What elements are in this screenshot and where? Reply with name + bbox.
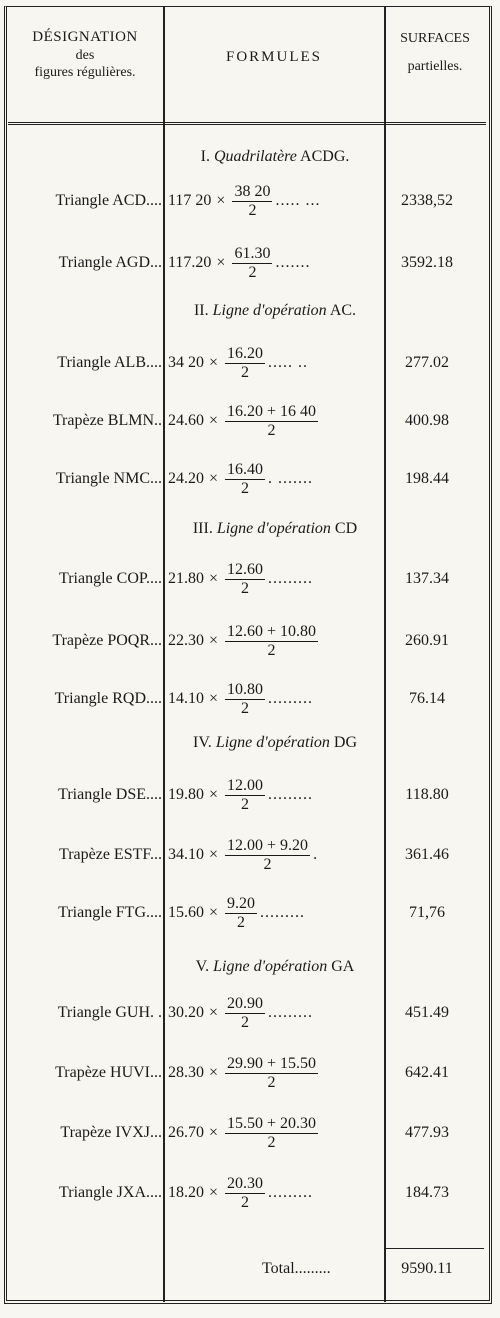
section-number: IV. [192,734,212,751]
formula [168,772,382,818]
fraction-numerator: 9.20 [227,894,256,912]
formula [168,340,382,386]
formula [168,456,382,502]
total-value: 9590.11 [401,1260,453,1277]
figure-label: Trapèze HUVI... [55,1064,162,1081]
fraction-denominator: 2 [241,1193,250,1211]
formula [168,832,382,878]
formula-factor: 21.80 [168,570,204,587]
formula [168,398,382,444]
fraction-denominator: 2 [248,201,257,219]
fraction [232,183,272,219]
formula-factor: 18.20 [168,1184,204,1201]
figure-label: Triangle ACD.... [55,192,162,209]
table-row [0,340,500,400]
formula [168,890,382,936]
fraction-numerator: 20.90 [227,994,264,1012]
surface-value: 2338,52 [401,192,453,209]
formula-factor: 19.80 [168,786,204,803]
table-row [0,1170,500,1230]
section-number: V. [195,958,210,975]
formula-operator: × [209,412,219,429]
leader-dots: ..... .. [268,354,309,371]
formula-factor: 24.60 [168,412,204,429]
fraction-denominator: 2 [241,699,250,717]
leader-dots: . [313,846,319,863]
fraction [225,895,257,931]
figure-label: Triangle JXA.... [59,1184,162,1201]
formula-operator: × [209,786,219,803]
leader-dots: ....... [275,254,311,271]
header-designation-line1: DÉSIGNATION [32,29,138,45]
fraction [225,1055,318,1091]
formula-operator: × [209,632,219,649]
leader-dots: ......... [268,1004,314,1021]
figure-label: Triangle GUH. . [57,1004,162,1021]
fraction [225,681,265,717]
table-row [0,618,500,678]
fraction-denominator: 2 [241,363,250,381]
figure-label: Triangle RQD.... [54,690,162,707]
table-row [0,832,500,892]
fraction [232,245,272,281]
formula-operator: × [209,354,219,371]
surface-value: 277.02 [405,354,449,371]
formula-factor: 28.30 [168,1064,204,1081]
fraction [225,561,265,597]
figure-label: Triangle FTG.... [58,904,162,921]
fraction [225,995,265,1031]
surface-value: 184.73 [405,1184,449,1201]
figure-label: Triangle AGD... [58,254,162,271]
fraction-denominator: 2 [267,1073,276,1091]
formula-operator: × [209,690,219,707]
section-ref: CD [334,520,358,537]
fraction-numerator: 29.90 + 15.50 [227,1054,317,1072]
section-number: III. [192,520,213,537]
fraction-numerator: 16.20 + 16 40 [227,402,317,420]
fraction-numerator: 12.00 [227,776,264,794]
formula [168,178,382,224]
header-designation [8,28,162,82]
fraction-denominator: 2 [267,641,276,659]
fraction-denominator: 2 [267,1133,276,1151]
surface-value: 361.46 [405,846,449,863]
formula [168,1050,382,1096]
header-formules [166,48,382,67]
header-formules-label: FORMULES [225,49,323,65]
section-ref: AC. [329,302,357,319]
formula-operator: × [209,904,219,921]
fraction-numerator: 16.20 [227,344,264,362]
surface-value: 260.91 [405,632,449,649]
fraction-numerator: 10.80 [227,680,264,698]
total-rule [386,1248,484,1249]
section-number: II. [193,302,209,319]
table-row [0,1050,500,1110]
fraction [225,1175,265,1211]
section-ref: DG [333,734,358,751]
table-row [0,456,500,516]
header-surfaces-line2: partielles. [407,58,463,74]
header-designation-line3: figures régulières. [34,65,136,81]
formula-operator: × [216,254,226,271]
table-row [0,890,500,950]
section-title: Ligne d'opération [213,958,328,975]
formula-factor: 26.70 [168,1124,204,1141]
fraction [225,623,318,659]
figure-label: Triangle COP.... [59,570,162,587]
section-title: Ligne d'opération [212,302,327,319]
section-number: I. [200,148,210,165]
figure-label: Trapèze BLMN.. [52,412,162,429]
figure-label: Trapèze IVXJ... [60,1124,162,1141]
fraction-numerator: 61.30 [234,244,271,262]
formula [168,1170,382,1216]
formula-factor: 34 20 [168,354,204,371]
fraction [225,345,265,381]
header-designation-line2: des [75,47,95,63]
fraction-numerator: 12.60 + 10.80 [227,622,317,640]
leader-dots: ......... [268,570,314,587]
fraction-numerator: 16.40 [227,460,264,478]
surface-value: 137.34 [405,570,449,587]
leader-dots: ......... [268,690,314,707]
figure-label: Triangle DSE.... [58,786,162,803]
section-heading [164,302,386,320]
table-row [0,178,500,238]
formula-operator: × [209,1064,219,1081]
formula-operator: × [209,846,219,863]
leader-dots: ..... ... [275,192,321,209]
formula-operator: × [209,1184,219,1201]
section-heading [164,734,386,752]
formula-operator: × [209,1004,219,1021]
section-heading [164,148,386,166]
formula [168,240,382,286]
section-heading [164,520,386,538]
formula-factor: 24.20 [168,470,204,487]
fraction-numerator: 20.30 [227,1174,264,1192]
section-ref: GA [331,958,355,975]
formula-factor: 117.20 [168,254,212,271]
fraction-denominator: 2 [241,1013,250,1031]
table-row [0,1110,500,1170]
section-ref: ACDG. [300,148,350,165]
surface-value: 642.41 [405,1064,449,1081]
figure-label: Trapèze POQR... [52,632,162,649]
fraction [225,1115,318,1151]
header-surfaces [386,30,484,75]
table-row [0,676,500,736]
section-title: Quadrilatère [213,148,297,165]
formula-operator: × [209,1124,219,1141]
table-row [0,240,500,300]
formula-factor: 34.10 [168,846,204,863]
leader-dots: ......... [268,1184,314,1201]
leader-dots: . ....... [268,470,314,487]
section-heading [164,958,386,976]
surface-value: 400.98 [405,412,449,429]
header-surfaces-line1: SURFACES [400,31,470,46]
fraction-denominator: 2 [241,579,250,597]
total-label: Total......... [262,1260,331,1277]
table-row [0,398,500,458]
surface-value: 477.93 [405,1124,449,1141]
section-title: Ligne d'opération [215,734,330,751]
formula-factor: 15.60 [168,904,204,921]
section-title: Ligne d'opération [216,520,331,537]
fraction [225,403,318,439]
fraction-numerator: 15.50 + 20.30 [227,1114,317,1132]
formula-operator: × [216,192,226,209]
fraction [225,837,310,873]
figure-label: Trapèze ESTF... [58,846,162,863]
surface-value: 76.14 [409,690,445,707]
surface-value: 3592.18 [401,254,453,271]
surface-value: 71,76 [409,904,445,921]
formula-operator: × [209,570,219,587]
formula-factor: 14.10 [168,690,204,707]
fraction-denominator: 2 [237,913,246,931]
formula [168,990,382,1036]
formula-operator: × [209,470,219,487]
leader-dots: ......... [260,904,306,921]
table-row [0,772,500,832]
figure-label: Triangle ALB.... [57,354,162,371]
table-row [0,556,500,616]
table-row [0,990,500,1050]
formula-factor: 117 20 [168,192,212,209]
fraction-denominator: 2 [263,855,272,873]
figure-label: Triangle NMC... [55,470,162,487]
formula-factor: 22.30 [168,632,204,649]
formula [168,676,382,722]
leader-dots: ......... [268,786,314,803]
fraction [225,777,265,813]
surface-value: 451.49 [405,1004,449,1021]
surface-value: 118.80 [405,786,449,803]
fraction-denominator: 2 [241,795,250,813]
fraction-denominator: 2 [267,421,276,439]
fraction-denominator: 2 [248,263,257,281]
surface-value: 198.44 [405,470,449,487]
fraction-numerator: 38 20 [234,182,271,200]
formula-factor: 30.20 [168,1004,204,1021]
formula [168,556,382,602]
fraction-denominator: 2 [241,479,250,497]
formula [168,1110,382,1156]
fraction-numerator: 12.60 [227,560,264,578]
fraction [225,461,265,497]
formula [168,618,382,664]
header-rule [8,122,486,125]
fraction-numerator: 12.00 + 9.20 [227,836,309,854]
